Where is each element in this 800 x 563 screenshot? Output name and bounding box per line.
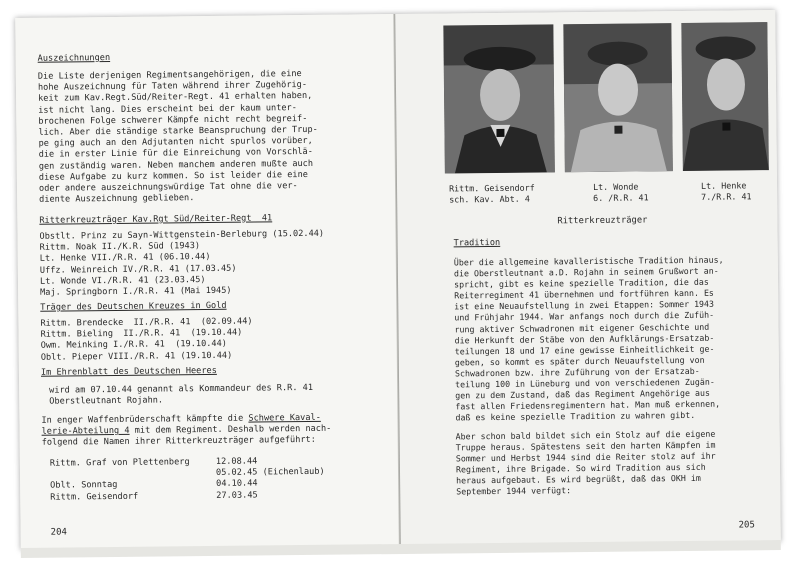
deutsches-kreuz-entry: Rittm. Brendecke II./R.R. 41 (02.09.44) — [40, 316, 253, 329]
intro-line: brochenen Folge schwerer Kämpfe nicht recht begreif- — [38, 113, 308, 127]
stolz-line: Truppe heraus. Spätestens seit den harten Kämpfen im — [455, 439, 716, 453]
waffen-text-2a: lerie-Abteilung 4 — [41, 425, 130, 437]
caption-wonde: Lt. Wonde 6. /R.R. 41 — [592, 181, 649, 203]
tradition-line: rung aktiver Schwadronen mit eigener Geschichte und — [454, 321, 710, 334]
intro-line: die in erster Linie für die Einreichung von Vorschlä- — [38, 147, 313, 161]
waffen-text-1a: In enger Waffenbrüderschaft kämpfte die — [41, 413, 249, 426]
deutsches-kreuz-heading: Träger des Deutschen Kreuzes in Gold — [40, 300, 227, 313]
waffen-text-1b: Schwere Kaval- — [248, 412, 321, 424]
skab-name: Oblt. Sonntag — [50, 480, 118, 492]
deutsches-kreuz-entry: Rittm. Bieling II./R.R. 41 (19.10.44) — [40, 327, 243, 340]
tradition-line: und Frühjahr 1944. War anfangs noch durch die Zufüh- — [454, 310, 715, 323]
right-page — [395, 10, 781, 546]
tradition-line: Über die allgemeine kavalleristische Tradition hinaus, — [453, 254, 724, 268]
ehrenblatt-text — [49, 383, 313, 408]
waffen-text-2b: mit dem Regiment. Deshalb werden nach- — [129, 423, 332, 436]
intro-line: diese Aufgabe zu kurz kommen. So ist leider die eine — [38, 169, 308, 183]
skab-date: 12.08.44 — [215, 456, 258, 467]
ritterkreuz-entry: Rittm. Noak II./K.R. Süd (1943) — [39, 241, 201, 253]
page-number-right: 205 — [738, 520, 755, 531]
intro-line: keit zum Kav.Regt.Süd/Reiter-Regt. 41 erhalten haben, — [38, 91, 313, 105]
ritterkreuz-list — [39, 229, 324, 299]
tradition-line: die Oberstleutnant a.D. Rojahn in seinem Grußwort an- — [453, 265, 719, 279]
skab-date: 04.10.44 — [216, 478, 258, 490]
stolz-line: Aber schon bald bildet sich ein Stolz auf die eigene — [455, 428, 716, 442]
tradition-line: Schwadronen bzw. ihre Zuführung von der Ersatzab- — [454, 365, 700, 379]
ehrenblatt-heading: Im Ehrenblatt des Deutschen Heeres — [40, 365, 217, 378]
portrait-wonde — [563, 23, 673, 172]
ritterkreuztraeger-title: Ritterkreuzträger — [557, 215, 648, 227]
tradition-line: geben, so kommt es später durch Neuaufstellung von — [454, 354, 705, 368]
waffen-line-3: folgend die Namen ihrer Ritterkreuzträger aufgeführt: — [41, 434, 316, 448]
skab-dates — [216, 456, 325, 502]
tradition-line: fast allen Friedensregimentern hat. Man muß erkennen, — [455, 398, 721, 412]
ritterkreuz-entry: Maj. Springborn I./R.R. 41 (Mai 1945) — [40, 285, 232, 298]
auszeichnungen-heading: Auszeichnungen — [37, 53, 111, 64]
open-booklet — [15, 10, 781, 550]
stolz-line: Sommer und Herbst 1944 sind die Reiter stolz auf ihr — [455, 450, 716, 464]
caption-geisendorf: Rittm. Geisendorf sch. Kav. Abt. 4 — [448, 182, 535, 205]
intro-line: diente Auszeichnung geblieben. — [39, 193, 195, 205]
left-page — [15, 14, 401, 550]
tradition-line: spricht, gibt es keine spezielle Tradition, die das — [453, 276, 709, 290]
intro-line: lich. Aber die ständige starke Beanspruchung der Trup- — [38, 124, 318, 138]
tradition-line: Reiterregiment 41 übernehmen und fortführen kann. Es — [454, 287, 714, 301]
ritterkreuz-entry: Obstlt. Prinz zu Sayn-Wittgenstein-Berleburg (15.02.44) — [39, 228, 325, 242]
deutsches-kreuz-entry: Oblt. Pieper VIII./R.R. 41 (19.10.44) — [40, 350, 233, 363]
stolz-line: September 1944 verfügt: — [456, 485, 572, 497]
skab-name: Rittm. Geisendorf — [50, 491, 139, 503]
tradition-heading: Tradition — [453, 237, 501, 249]
deutsches-kreuz-list — [40, 317, 253, 364]
stolz-line: heraus aufgebaut. Es wird begrüßt, daß das OKH im — [456, 473, 701, 486]
skab-date: 05.02.45 (Eichenlaub) — [215, 466, 325, 479]
ritterkreuz-heading: Ritterkreuzträger Kav.Rgt Süd/Reiter-Regt 41 — [39, 213, 273, 226]
caption-henke: Lt. Henke 7./R.R. 41 — [700, 180, 752, 202]
ritterkreuz-entry: Uffz. Weinreich IV./R.R. 41 (17.03.45) — [39, 263, 237, 276]
page-number-left: 204 — [50, 527, 67, 538]
stolz-paragraph — [456, 429, 716, 498]
intro-line: gen zuständig waren. Neben manchem anderen mußte auch — [38, 158, 314, 172]
skab-date: 27.03.45 — [216, 490, 258, 501]
ehrenblatt-line: Oberstleutnant Rojahn. — [49, 395, 164, 407]
intro-line: ist nicht lang. Dies erscheint bei der kaum unter- — [38, 102, 297, 116]
tradition-line: ist eine Neuaufstellung in zwei Etappen: Sommer 1943 — [454, 299, 715, 312]
tradition-paragraph — [454, 255, 725, 424]
ehrenblatt-line: wird am 07.10.44 genannt als Kommandeur des R.R. 41 — [49, 382, 314, 396]
intro-line: pe ging auch an den Adjutanten nicht spurlos vorüber, — [38, 136, 313, 149]
ritterkreuz-entry: Lt. Wonde VI./R.R. 41 (23.03.45) — [39, 274, 206, 287]
tradition-line: daß es keine spezielle Tradition zu wahren gibt. — [455, 410, 696, 423]
ritterkreuz-entry: Lt. Henke VII./R.R. 41 (06.10.44) — [39, 252, 211, 265]
portrait-geisendorf — [443, 24, 555, 173]
intro-line: oder andere auszeichnungswürdige Tat ohne die ver- — [38, 181, 298, 194]
intro-line: Die Liste derjenigen Regimentsangehörigen, die eine — [37, 68, 302, 82]
tradition-line: teilung 100 in Lüneburg und von verschiedenen Zugän- — [455, 376, 715, 390]
skab-names — [50, 457, 190, 503]
tradition-line: teilungen 18 und 17 eine gewisse Einheitlichkeit ge- — [454, 343, 715, 357]
stolz-line: Regiment, ihre Brigade. So wird Tradition aus sich — [455, 462, 706, 475]
intro-line: hohe Auszeichnung für Taten während ihrer Zugehörig- — [37, 80, 308, 93]
portrait-henke — [681, 22, 769, 171]
intro-paragraph — [38, 69, 319, 206]
tradition-line: gen zu dem Zustand, daß das Regiment Angehörige aus — [455, 387, 711, 401]
skab-name: Rittm. Graf von Plettenberg — [49, 457, 190, 469]
deutsches-kreuz-entry: Owm. Meinking I./R.R. 41 (19.10.44) — [40, 339, 227, 352]
tradition-line: die Herkunft der Stäbe von den Aufklärungs-Ersatzab- — [454, 332, 715, 346]
